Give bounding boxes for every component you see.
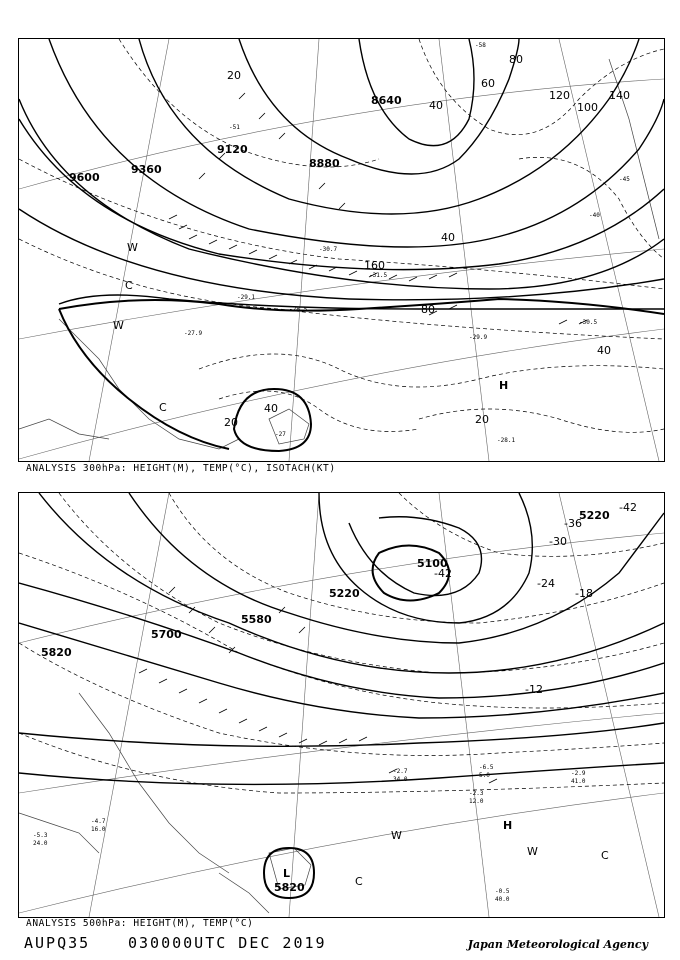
coastline-300 xyxy=(19,59,659,449)
station-value: -2.3 xyxy=(469,790,484,797)
station-value: 34.0 xyxy=(393,776,408,783)
height-label: 5820 xyxy=(274,881,305,894)
station-value: 41.0 xyxy=(571,778,586,785)
cold-marker: C xyxy=(601,849,609,862)
isotach-closed-300 xyxy=(59,299,664,451)
valid-time: 030000UTC DEC 2019 xyxy=(128,934,327,952)
map-panel-500hpa xyxy=(18,492,665,918)
temp-value: -51 xyxy=(229,124,240,131)
isotach-label: 40 xyxy=(429,99,443,112)
height-label: 9120 xyxy=(217,143,248,156)
cold-marker: C xyxy=(125,279,133,292)
map-300hpa-svg xyxy=(19,39,664,461)
isotach-label: 120 xyxy=(549,89,570,102)
temp-value: -40 xyxy=(589,212,600,219)
agency-name: Japan Meteorological Agency xyxy=(467,938,648,951)
region-letters-300 xyxy=(113,241,508,414)
isotach-labels-300 xyxy=(224,53,630,429)
chart-id: AUPQ35 xyxy=(24,934,91,952)
warm-marker: W xyxy=(127,241,138,254)
low-pressure-marker: L xyxy=(283,867,291,880)
isotherm-label: -42 xyxy=(619,501,637,514)
station-value: -0.5 xyxy=(495,888,510,895)
station-value: 24.0 xyxy=(33,840,48,847)
map-panel-300hpa xyxy=(18,38,665,462)
height-label: 5220 xyxy=(579,509,610,522)
isotach-label: 40 xyxy=(597,344,611,357)
temp-value: -28.5 xyxy=(289,306,308,313)
warm-marker: W xyxy=(527,845,538,858)
isotherm-label: -30 xyxy=(549,535,567,548)
temp-value: -30.5 xyxy=(579,319,598,326)
station-value: 12.0 xyxy=(469,798,484,805)
temperature-values-300 xyxy=(184,42,630,444)
station-value: -2.7 xyxy=(393,768,408,775)
temp-value: -30.7 xyxy=(319,246,338,253)
graticule-500 xyxy=(19,493,664,917)
height-label: 9360 xyxy=(131,163,162,176)
high-pressure-marker: H xyxy=(499,379,509,392)
temp-value: -45 xyxy=(619,176,630,183)
isotach-label: 20 xyxy=(475,413,489,426)
isotach-label: 40 xyxy=(264,402,278,415)
isotach-label: 60 xyxy=(481,77,495,90)
isotach-label: 20 xyxy=(227,69,241,82)
station-value: 5.0 xyxy=(479,772,490,779)
height-label: 5700 xyxy=(151,628,182,641)
height-label: 8640 xyxy=(371,94,402,107)
height-label: 5100 xyxy=(417,557,448,570)
temp-value: -29.9 xyxy=(469,334,488,341)
isotach-label: 140 xyxy=(609,89,630,102)
station-value: -2.9 xyxy=(571,770,586,777)
height-label: 5820 xyxy=(41,646,72,659)
station-value: -4.7 xyxy=(91,818,106,825)
graticule-300 xyxy=(19,39,664,461)
warm-marker: W xyxy=(113,319,124,332)
temp-value: -27.9 xyxy=(184,330,203,337)
cold-marker: C xyxy=(159,401,167,414)
map-500hpa-svg xyxy=(19,493,664,917)
isotherm-label: -24 xyxy=(537,577,555,590)
caption-500hpa: ANALYSIS 500hPa: HEIGHT(M), TEMP(°C) xyxy=(26,918,254,929)
region-letters-500 xyxy=(283,819,609,888)
wind-barbs-500 xyxy=(139,587,497,783)
isotach-label: 160 xyxy=(364,259,385,272)
temp-value: -27 xyxy=(275,431,286,438)
temp-value: -28.1 xyxy=(497,437,516,444)
isotherm-label: -42 xyxy=(434,567,452,580)
height-label: 9600 xyxy=(69,171,100,184)
height-label: 5580 xyxy=(241,613,272,626)
station-value: -5.3 xyxy=(33,832,48,839)
isotherm-label: -18 xyxy=(575,587,593,600)
temp-value: -58 xyxy=(475,42,486,49)
isotherm-label: -36 xyxy=(564,517,582,530)
isotach-label: 20 xyxy=(224,416,238,429)
station-value: 16.0 xyxy=(91,826,106,833)
temp-value: -31.5 xyxy=(369,272,388,279)
isotach-label: 80 xyxy=(509,53,523,66)
station-values-500 xyxy=(33,764,586,903)
isotherm-label: -12 xyxy=(525,683,543,696)
height-label: 5220 xyxy=(329,587,360,600)
station-value: -6.5 xyxy=(479,764,494,771)
height-label: 8880 xyxy=(309,157,340,170)
warm-marker: W xyxy=(391,829,402,842)
isotach-label: 40 xyxy=(441,231,455,244)
caption-300hpa: ANALYSIS 300hPa: HEIGHT(M), TEMP(°C), ISOTACH(KT) xyxy=(26,463,336,474)
high-pressure-marker: H xyxy=(503,819,513,832)
isotach-label: 80 xyxy=(421,303,435,316)
coastline-500 xyxy=(19,693,311,913)
station-value: 40.0 xyxy=(495,896,510,903)
isotach-label: 100 xyxy=(577,101,598,114)
height-labels-500 xyxy=(41,509,610,894)
height-contours-300 xyxy=(19,39,664,309)
height-contours-500 xyxy=(19,493,664,784)
temp-value: -29.1 xyxy=(237,294,256,301)
cold-marker: C xyxy=(355,875,363,888)
